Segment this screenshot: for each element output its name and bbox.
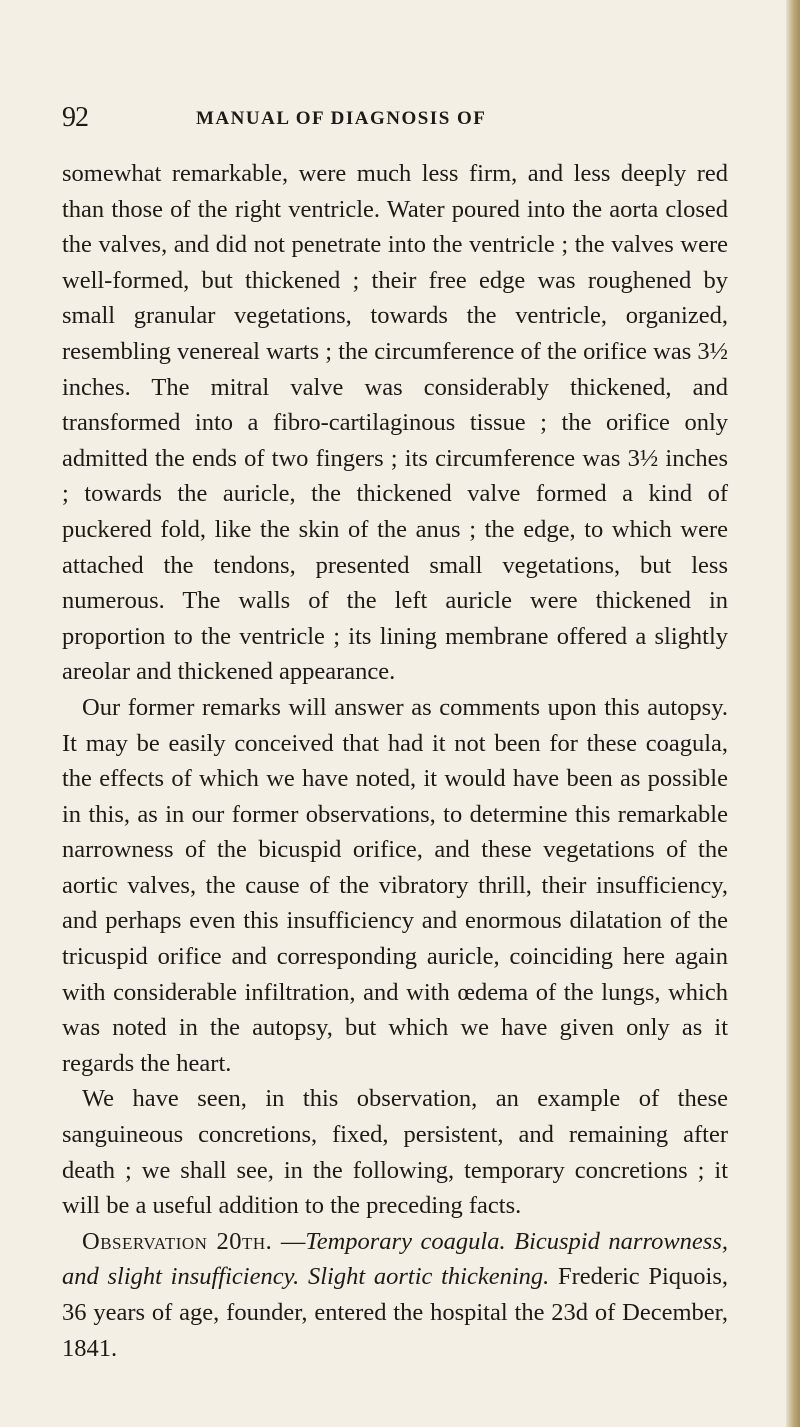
page-header (62, 100, 742, 136)
paragraph-concretions: We have seen, in this observation, an example of these sanguineous concretions, fixed, persistent, and remaining after death ; we shall see, in the following, temporary concretions ; it will be a useful addition to the preceding facts. (62, 1085, 728, 1220)
paragraph-comments: Our former remarks will answer as comments upon this autopsy. It may be easily conceived that had it not been for these coagula, the effects of which we have noted, it would have been as possible in this, as in our former observations, to determine this remarkable narrowness of the bicuspid orifice, and these vegetations of the aortic valves, the cause of the vibratory thrill, their insufficiency, and perhaps even this insufficiency and enormous dilatation of the tricuspid orifice and corresponding auricle, coinciding here again with considerable infiltration, and with œdema of the lungs, which was noted in the autopsy, but which we have given only as it regards the heart. (62, 693, 728, 1077)
running-head: MANUAL OF DIAGNOSIS OF (196, 108, 487, 129)
page-edge (786, 0, 800, 1427)
page-number: 92 (62, 102, 88, 133)
observation-dash: — (272, 1227, 306, 1255)
observation-title: Temporary coagula. Bicuspid narrowness, and slight insufficiency. Slight aortic thickening. (62, 1227, 728, 1291)
observation-text: Frederic Piquois, 36 years of age, founder, entered the hospital the 23d of December, 1841. (62, 1263, 728, 1362)
observation-label: Observation 20th. (82, 1227, 273, 1255)
paragraph-observation-20 (62, 1224, 728, 1366)
body-text (62, 156, 728, 1366)
paragraph-autopsy-findings: somewhat remarkable, were much less firm, and less deeply red than those of the right ventricle. Water poured into the aorta closed the valves, and did not penetrate into the ventricle ; the valves were well-formed, but thickened ; their free edge was roughened by small granular vegetations, towards the ventricle, organized, resembling venereal warts ; the circumference of the orifice was 3½ inches. The mitral valve was considerably thickened, and transformed into a fibro-cartilaginous tissue ; the orifice only admitted the ends of two fingers ; its circumference was 3½ inches ; towards the auricle, the thickened valve formed a kind of puckered fold, like the skin of the anus ; the edge, to which were attached the tendons, presented small vegetations, but less numerous. The walls of the left auricle were thickened in proportion to the ventricle ; its lining membrane offered a slightly areolar and thickened appearance. (62, 160, 728, 686)
